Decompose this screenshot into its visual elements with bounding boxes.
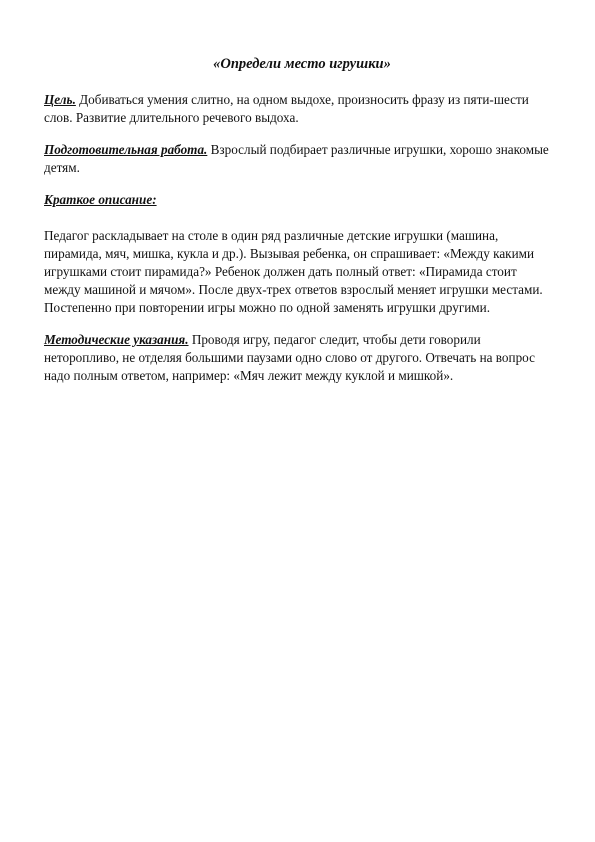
document-content [44,56,556,399]
document-title: «Определи место игрушки» [213,56,391,72]
guidelines-paragraph [44,331,556,385]
description-heading: Краткое описание: [44,192,157,207]
preparation-text: Взрослый подбирает различные игрушки, хорошо знакомые детям. [44,142,549,175]
guidelines-label: Методические указания. [44,332,189,347]
preparation-label: Подготовительная работа. [44,142,208,157]
goal-paragraph [44,91,556,127]
description-text: Педагог раскладывает на столе в один ряд различные детские игрушки (машина, пирамида, мяч, мишка, кукла и др.). Вызывая ребенка, он спрашивает: «Между какими игрушками стоит пирамида?» Ребенок должен дать полный ответ: «Пирамида стоит между машиной и мячом». После двух-трех ответов взрослый меняет игрушки местами. Постепенно при повторении игры можно по одной заменять игрушки другими. [44,228,543,315]
description-heading-paragraph [44,191,556,209]
guidelines-text: Проводя игру, педагог следит, чтобы дети говорили неторопливо, не отделяя большими паузами одно слово от другого. Отвечать на вопрос надо полным ответом, например: «Мяч лежит между куклой и мишкой». [44,332,535,383]
goal-label: Цель. [44,92,76,107]
goal-text: Добиваться умения слитно, на одном выдохе, произносить фразу из пяти-шести слов. Развитие длительного речевого выдоха. [44,92,529,125]
preparation-paragraph [44,141,556,177]
